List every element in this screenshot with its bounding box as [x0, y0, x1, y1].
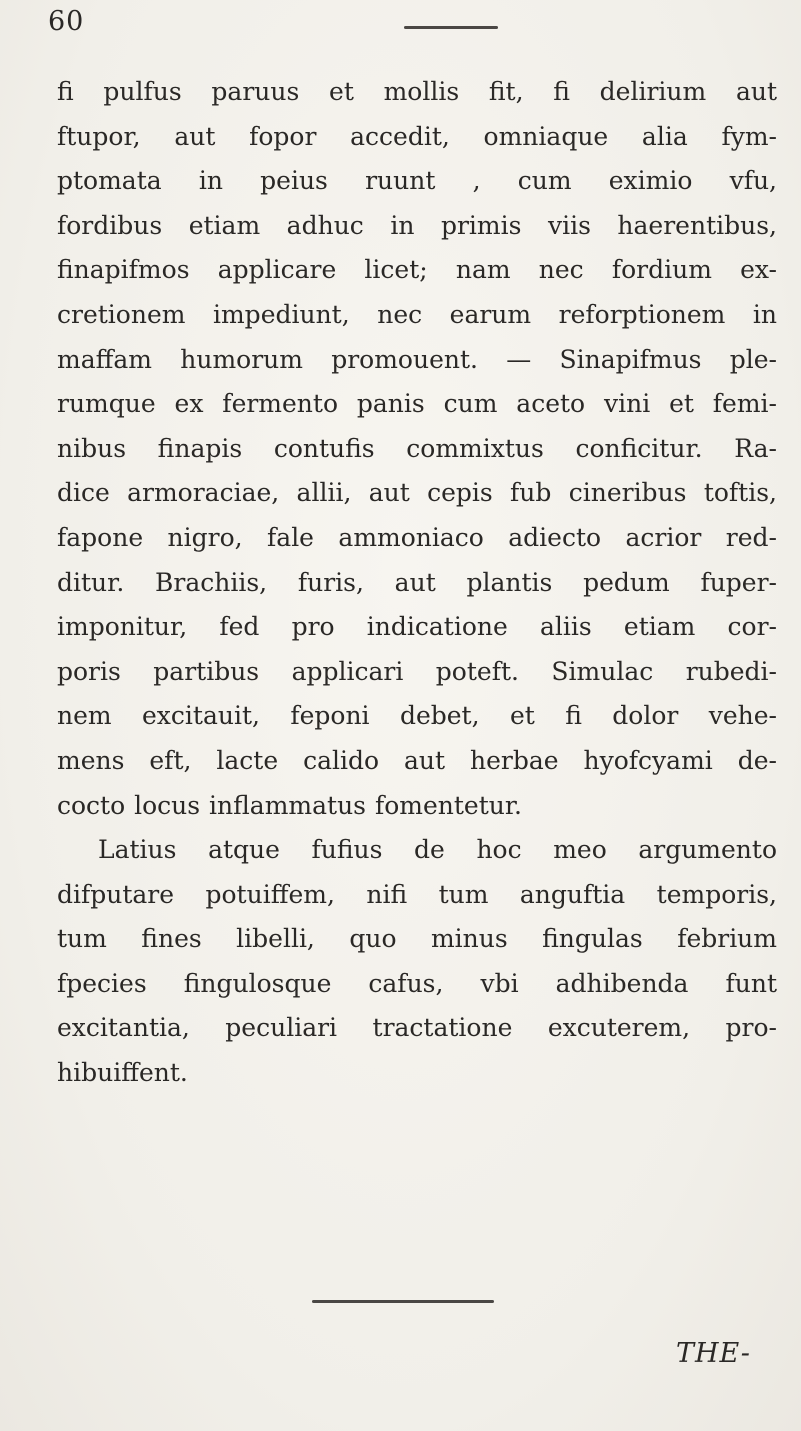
text-line: excitantia, peculiari tractatione excuterem, pro- — [57, 1013, 777, 1043]
footer-rule — [312, 1300, 494, 1303]
catchword: THE- — [676, 1338, 751, 1369]
text-line: imponitur, fed pro indicatione aliis etiam cor- — [57, 612, 777, 642]
text-line: difputare potuiffem, nifi tum anguftia temporis, — [57, 879, 777, 909]
text-line: dice armoraciae, allii, aut cepis fub cineribus toftis, — [57, 478, 777, 508]
text-line: cretionem impediunt, nec earum reforptionem in — [57, 299, 777, 329]
text-line: poris partibus applicari poteft. Simulac rubedi- — [57, 656, 777, 686]
text-line: fpecies fingulosque cafus, vbi adhibenda funt — [57, 968, 777, 998]
page-number: 60 — [48, 6, 85, 37]
text-line: ptomata in peius ruunt , cum eximio vfu, — [57, 166, 777, 196]
text-line: nibus finapis contufis commixtus conficitur. Ra- — [57, 433, 777, 463]
text-line: maffam humorum promouent. — Sinapifmus ple- — [57, 344, 777, 374]
text-line: finapifmos applicare licet; nam nec fordium ex- — [57, 255, 777, 285]
text-line: fapone nigro, fale ammoniaco adiecto acrior red- — [57, 522, 777, 552]
header-rule — [404, 26, 498, 29]
text-line: fi pulfus paruus et mollis fit, fi delirium aut — [57, 77, 777, 106]
text-line: nem excitauit, feponi debet, et fi dolor vehe- — [57, 701, 777, 731]
paragraph-1 — [57, 70, 777, 828]
text-line: hibuiffent. — [57, 1057, 188, 1087]
text-line: rumque ex fermento panis cum aceto vini et femi- — [57, 389, 777, 419]
text-line: ftupor, aut fopor accedit, omniaque alia fym- — [57, 121, 777, 151]
text-line: fordibus etiam adhuc in primis viis haerentibus, — [57, 210, 777, 240]
text-line: Latius atque fufius de hoc meo argumento — [98, 835, 777, 864]
text-line: mens eft, lacte calido aut herbae hyofcyami de- — [57, 745, 777, 775]
text-line: tum fines libelli, quo minus fingulas febrium — [57, 924, 777, 954]
text-line: ditur. Brachiis, furis, aut plantis pedum fuper- — [57, 567, 777, 597]
text-line: cocto locus inflammatus fomentetur. — [57, 790, 522, 820]
paragraph-2 — [57, 828, 777, 1096]
